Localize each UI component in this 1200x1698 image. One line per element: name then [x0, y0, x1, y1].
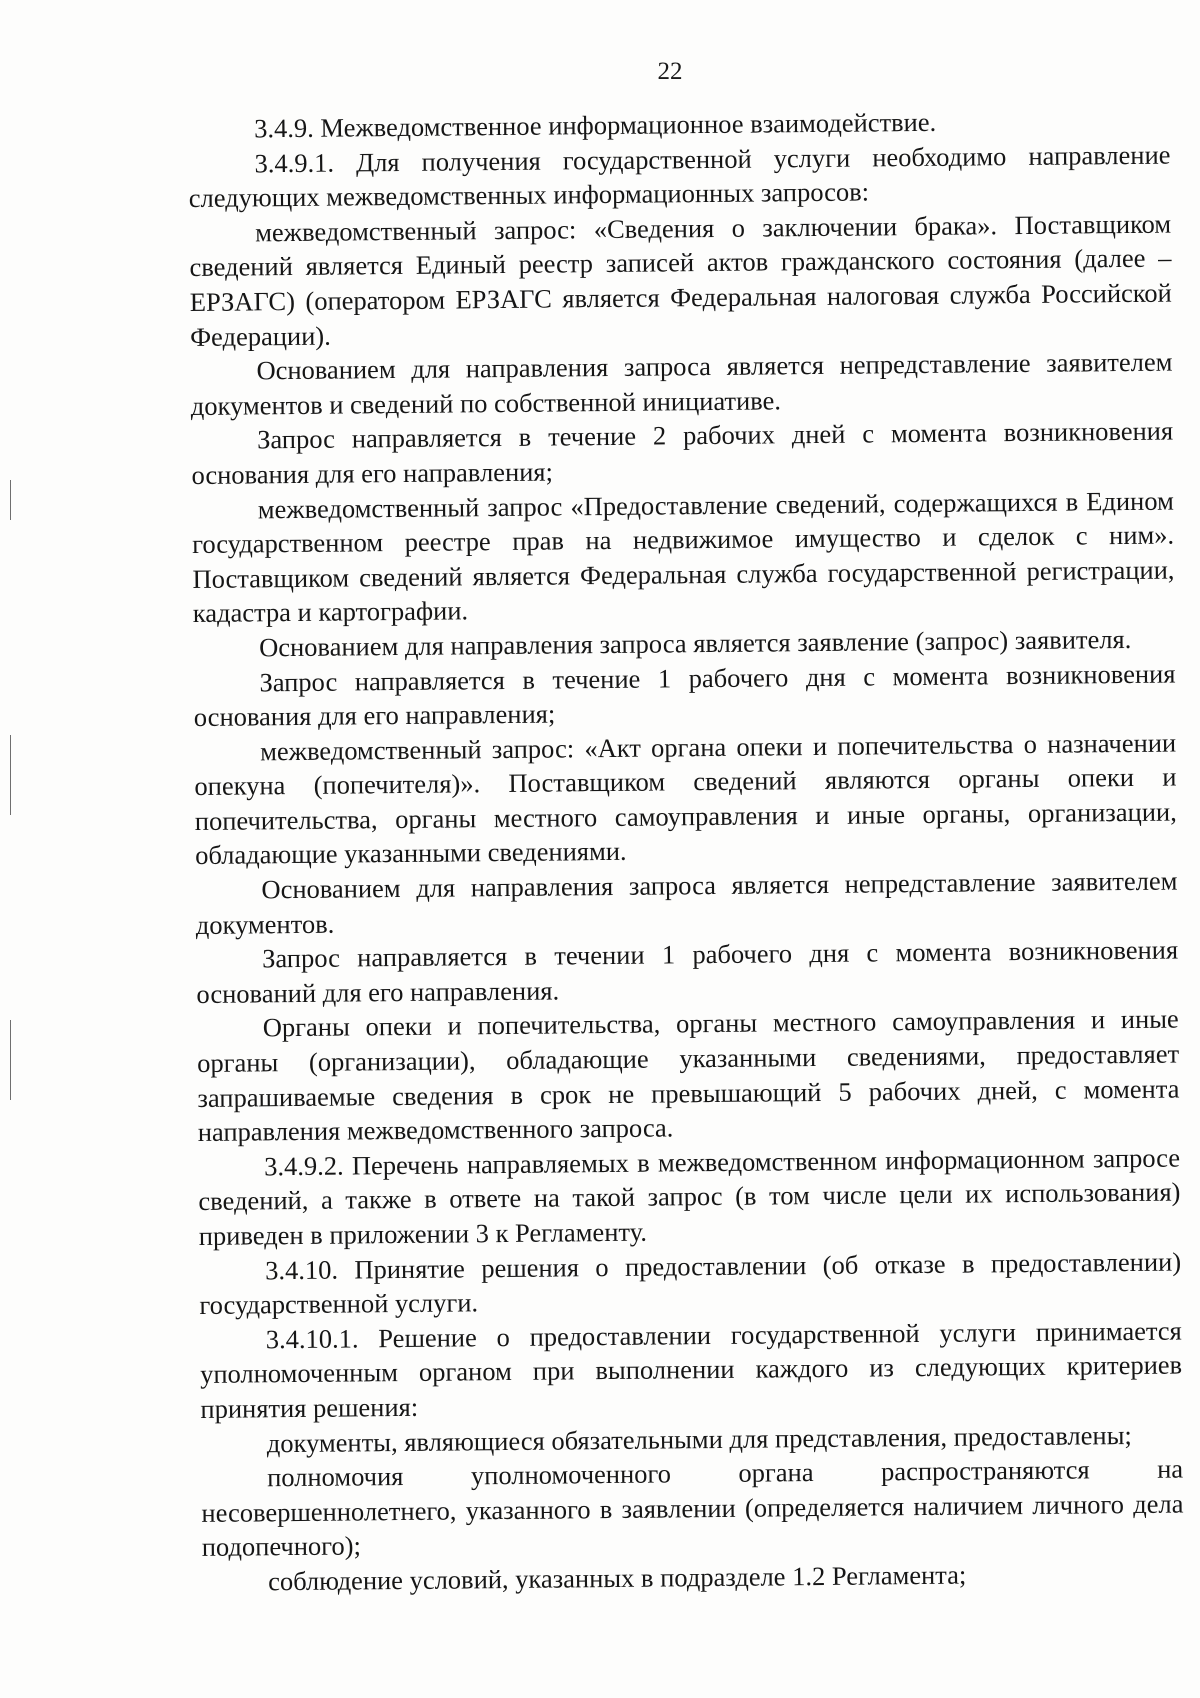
- paragraph-request-guardianship: межведомственный запрос: «Акт органа опеки и попечительства о назначении опекуна (попечителя)». Поставщиком сведений являются органы опеки и попечительства, органы местного самоуправления и иные органы, организации, обладающие указанными сведениями.: [194, 727, 1177, 871]
- paragraph-3-4-9: 3.4.9. Межведомственное информационное взаимодействие.: [254, 106, 937, 144]
- paragraph-basis-2: Основанием для направления запроса является заявление (запрос) заявителя.: [258, 623, 1132, 663]
- paragraph-request-marriage: межведомственный запрос: «Сведения о заключении брака». Поставщиком сведений является Единый реестр записей актов гражданского состояния (далее – ЕРЗАГС) (оператором ЕРЗАГС является Федеральная налоговая служба Российской Федерации).: [189, 208, 1172, 352]
- paragraph-term-1: Запрос направляется в течение 2 рабочих дней с момента возникновения основания для его направления;: [191, 415, 1174, 490]
- paragraph-term-3: Запрос направляется в течении 1 рабочего дня с момента возникновения оснований для его направления.: [196, 934, 1179, 1009]
- paragraph-term-2: Запрос направляется в течение 1 рабочего дня с момента возникновения основания для его направления;: [193, 658, 1176, 733]
- paragraph-3-4-10-1: 3.4.10.1. Решение о предоставлении государственной услуги принимается уполномоченным органом при выполнении каждого из следующих критериев принятия решения:: [199, 1315, 1183, 1424]
- paragraph-3-4-9-2: 3.4.9.2. Перечень направляемых в межведомственном информационном запросе сведений, а также в ответе на такой запрос (в том числе цели их использования) приведен в приложении 3 к Регламенту.: [198, 1142, 1181, 1251]
- paragraph-request-property: межведомственный запрос «Предоставление сведений, содержащихся в Едином государственном реестре прав на недвижимое имущество и сделок с ним». Поставщиком сведений является Федеральная служба государственной регистрации, кадастра и картографии.: [192, 485, 1175, 629]
- paragraph-criterion-1: документы, являющиеся обязательными для представления, предоставлены;: [266, 1419, 1132, 1458]
- paragraph-guardianship-bodies: Органы опеки и попечительства, органы местного самоуправления и иные органы (организации), обладающие указанными сведениями, предоставляет запрашиваемые сведения в срок не превышающий 5 рабочих дней, с момента направления межведомственного запроса.: [196, 1003, 1180, 1148]
- document-body: [188, 103, 1184, 1600]
- paragraph-3-4-9-1: 3.4.9.1. Для получения государственной услуги необходимо направление следующих межведомственных информационных запросов:: [188, 139, 1171, 214]
- paragraph-3-4-10: 3.4.10. Принятие решения о предоставлении (об отказе в предоставлении) государственной услуги.: [199, 1246, 1182, 1321]
- paragraph-basis-1: Основанием для направления запроса является непредставление заявителем документов и сведений по собственной инициативе.: [190, 346, 1173, 421]
- scan-edge-marks: [0, 0, 40, 1698]
- page-number: 22: [657, 58, 683, 85]
- paragraph-criterion-3: соблюдение условий, указанных в подразделе 1.2 Регламента;: [267, 1559, 967, 1597]
- paragraph-basis-3: Основанием для направления запроса является непредставление заявителем документов.: [195, 865, 1178, 940]
- paragraph-criterion-2: полномочия уполномоченного органа распространяются на несовершеннолетнего, указанного в заявлении (определяется наличием личного дела подопечного);: [201, 1453, 1184, 1563]
